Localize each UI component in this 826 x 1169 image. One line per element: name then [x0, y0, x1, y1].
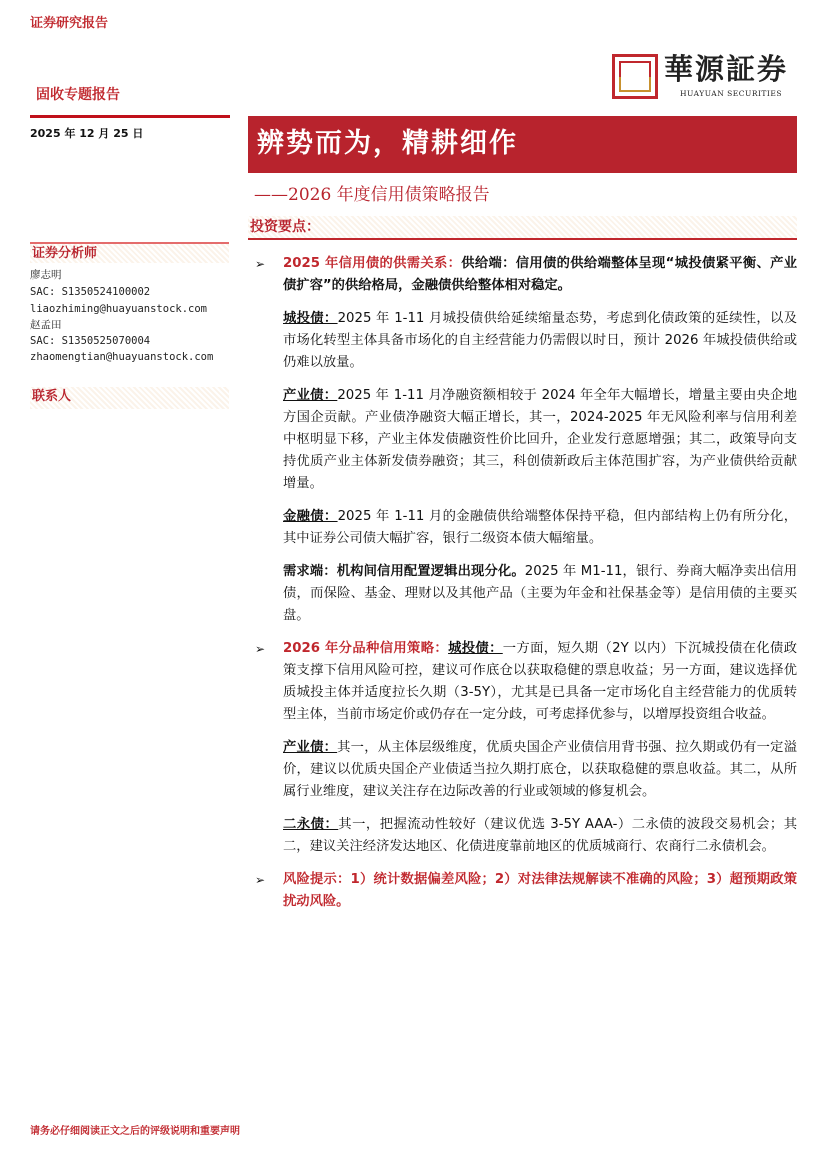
analyst-email[interactable]: zhaomengtian@huayuanstock.com — [30, 351, 214, 363]
text: 其一，从主体层级维度，优质央国企产业债信用背书强、拉久期或仍有一定溢价，建议以优质央国企产业债适当拉久期打底仓，以获取稳健的票息收益。其二，从所属行业维度，建议关注存在边际改善的行业或领域的修复机会。 — [283, 740, 798, 799]
disclaimer-footer: 请务必仔细阅读正文之后的评级说明和重要声明 — [30, 1126, 240, 1137]
bullet-head: 2025 年信用债的供需关系： — [283, 256, 462, 271]
label: 产业债： — [283, 388, 338, 403]
report-series: 固收专题报告 — [36, 87, 120, 103]
label: 需求端：机构间信用配置逻辑出现分化。 — [283, 564, 525, 579]
arrow-bullet-icon: ➢ — [255, 873, 266, 887]
label: 城投债： — [283, 311, 338, 326]
label: 二永债： — [283, 817, 339, 832]
logo-name: 華源証券 — [664, 52, 789, 86]
text: 2025 年 1-11 月净融资额相较于 2024 年全年大幅增长，增量主要由央企地方国企贡献。产业债净融资大幅正增长，其一，2024-2025 年无风险利率与信用利差中枢明显下移，产业主体发债融资性价比回升，企业发行意愿增强；其二，政策导向支持优质产业主体新发债券融资；其三，科创债新政后主体范围扩容，为产业债供给贡献增量。 — [283, 388, 797, 491]
bullet-text: 供给端：信用债的供给端整体呈现“城投债紧平衡、产业债扩容”的供给格局，金融债供给整体相对稳定。 — [283, 256, 797, 293]
text: 一方面，短久期（2Y 以内）下沉城投债在化债政策支撑下信用风险可控，建议可作底仓以获取稳健的票息收益；另一方面，建议选择优质城投主体并适度拉长久期（3-5Y），尤其是已具备一定市场化自主经营能力的优质转型主体，当前市场定价或仍存在一定分歧，可考虑择优参与，以增厚投资组合收益。 — [283, 641, 797, 722]
paragraph-industry-strategy — [255, 737, 797, 803]
bullet-strategy — [255, 638, 797, 726]
analyst-email[interactable]: liaozhiming@huayuanstock.com — [30, 303, 208, 315]
logo-icon — [612, 54, 658, 99]
analyst-name: 廖志明 — [30, 269, 62, 281]
report-date: 2025 年 12 月 25 日 — [30, 127, 144, 140]
analyst-sac: SAC: S1350525070004 — [30, 335, 151, 347]
text: 其一，把握流动性较好（建议优选 3-5Y AAA-）二永债的波段交易机会；其二，建议关注经济发达地区、化债进度靠前地区的优质城商行、农商行二永债机会。 — [283, 817, 798, 854]
arrow-bullet-icon: ➢ — [255, 257, 266, 271]
analyst-name: 赵孟田 — [30, 319, 62, 331]
paragraph-perpetual — [255, 814, 797, 858]
paragraph-industry — [255, 385, 797, 495]
page-subtitle: ——2026 年度信用债策略报告 — [254, 185, 490, 205]
label: 产业债： — [283, 740, 338, 755]
paragraph-demand — [255, 561, 797, 627]
logo-english: HUAYUAN SECURITIES — [680, 89, 783, 98]
text: 2025 年 1-11 月的金融债供给端整体保持平稳，但内部结构上仍有所分化，其中证券公司债大幅扩容，银行二级资本债大幅缩量。 — [283, 509, 797, 546]
label: 金融债： — [283, 509, 338, 524]
contact-heading: 联系人 — [30, 387, 229, 409]
investment-highlights — [255, 253, 797, 924]
analyst-heading: 证券分析师 — [30, 242, 229, 263]
paragraph-chengtou — [255, 308, 797, 374]
report-type: 证券研究报告 — [30, 16, 109, 31]
risk-warning: 风险提示：1）统计数据偏差风险；2）对法律法规解读不准确的风险；3）超预期政策扰动风险。 — [283, 872, 797, 909]
text: 2025 年 M1-11，银行、券商大幅净卖出信用债，而保险、基金、理财以及其他产品（主要为年金和社保基金等）是信用债的主要买盘。 — [283, 564, 798, 623]
text: 2025 年 1-11 月城投债供给延续缩量态势，考虑到化债政策的延续性，以及市场化转型主体具备市场化的自主经营能力仍需假以时日，预计 2026 年城投债供给或仍难以放量。 — [283, 311, 797, 370]
bullet-supply-demand — [255, 253, 797, 297]
risk-block — [255, 869, 797, 913]
page-title: 辨势而为，精耕细作 — [248, 116, 797, 173]
analyst-sac: SAC: S1350524100002 — [30, 286, 151, 298]
section-heading: 投资要点： — [248, 216, 797, 240]
arrow-bullet-icon: ➢ — [255, 642, 266, 656]
paragraph-financial — [255, 506, 797, 550]
label: 城投债： — [448, 641, 503, 656]
bullet-head: 2026 年分品种信用策略： — [283, 641, 449, 656]
divider — [30, 115, 230, 118]
